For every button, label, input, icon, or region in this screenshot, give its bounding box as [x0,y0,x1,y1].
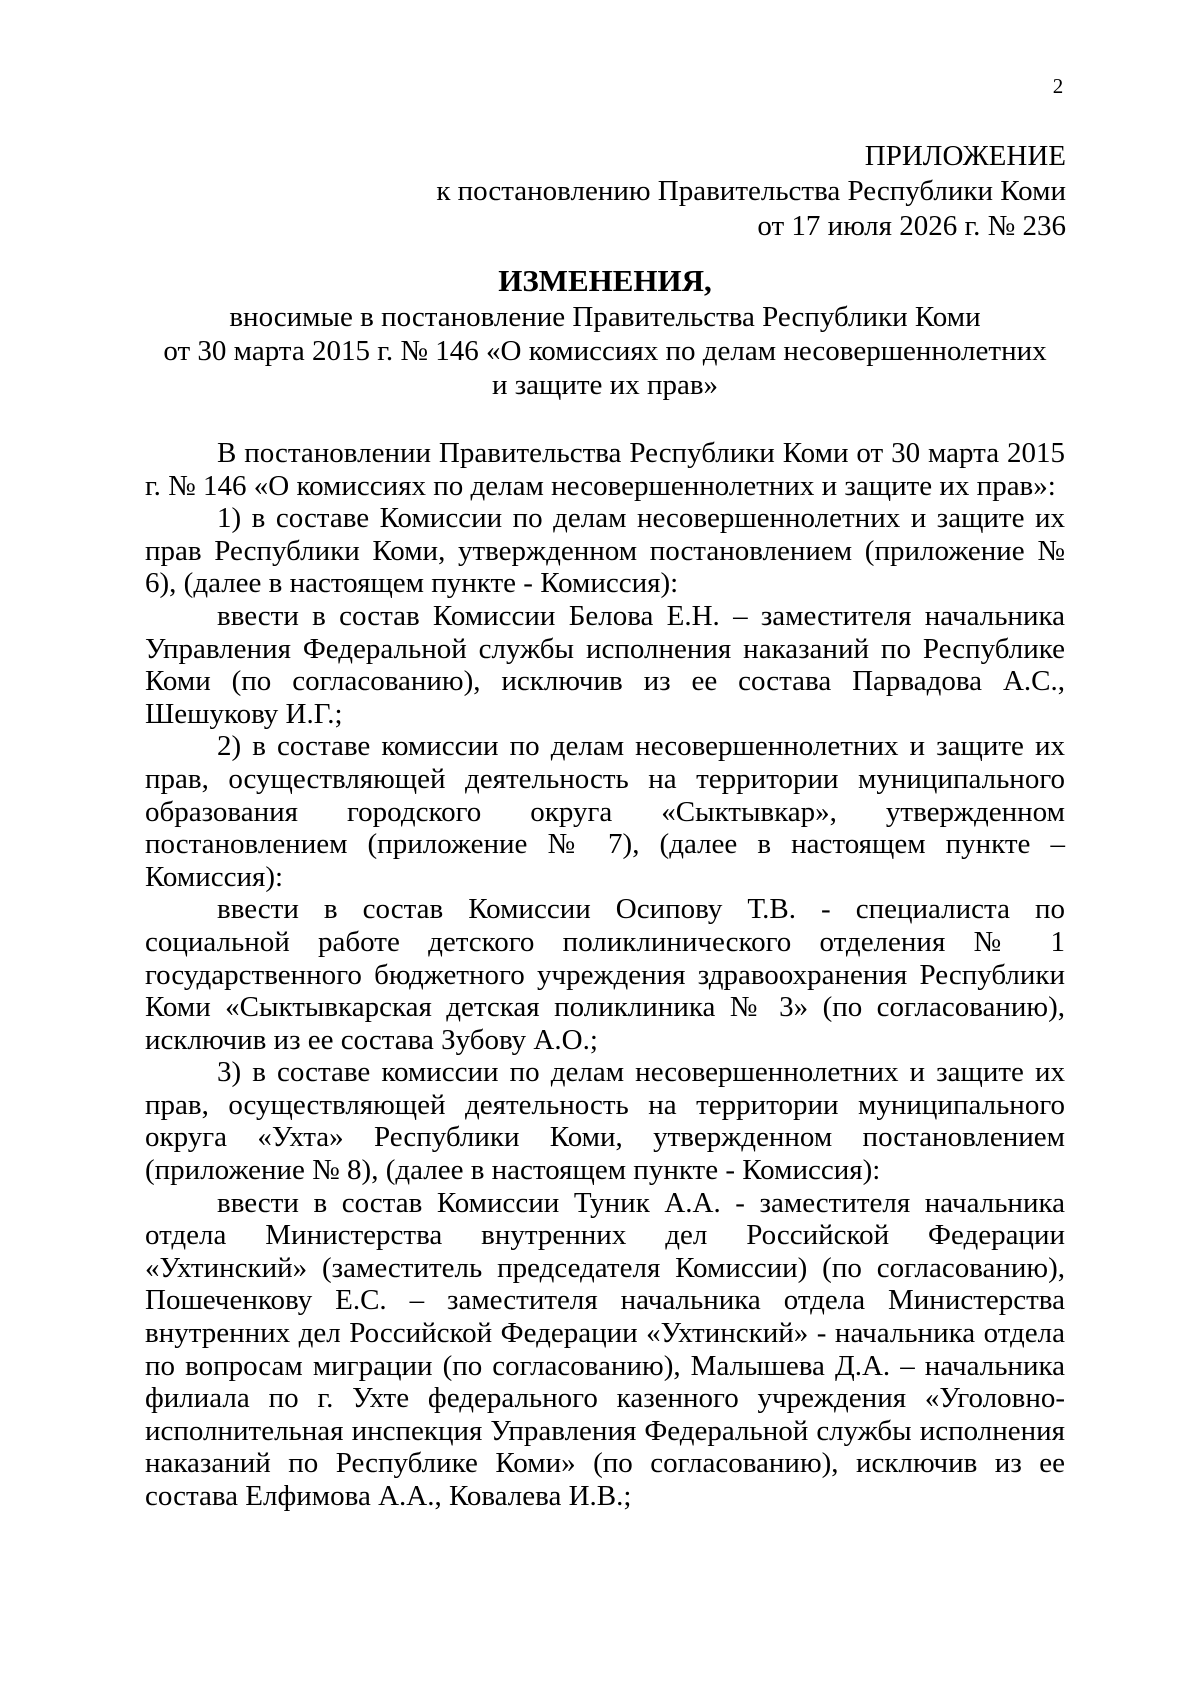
heading-line-2: от 30 марта 2015 г. № 146 «О комиссиях по делам несовершеннолетних [163,335,1047,367]
paragraph-item-1-change: ввести в состав Комиссии Белова Е.Н. – заместителя начальника Управления Федеральной службы исполнения наказаний по Республике Коми (по согласованию), исключив из ее состава Парвадова А.С., Шешукову И.Г.; [145,599,1065,730]
appendix-block [436,139,1066,244]
document-title: ИЗМЕНЕНИЯ, [498,263,712,298]
heading-line-1: вносимые в постановление Правительства Республики Коми [229,301,981,333]
paragraph-item-2-change: ввести в состав Комиссии Осипову Т.В. - специалиста по социальной работе детского поликлинического отделения № 1 государственного бюджетного учреждения здравоохранения Республики Коми «Сыктывкарская детская поликлиника № 3» (по согласованию), исключив из ее состава Зубову А.О.; [145,893,1065,1056]
document-heading [145,263,1065,402]
paragraph-item-3: 3) в составе комиссии по делам несовершеннолетних и защите их прав, осуществляющей деятельность на территории муниципального округа «Ухта» Республики Коми, утвержденном постановлением (приложение № 8), (далее в настоящем пункте - Комиссия): [145,1056,1065,1187]
document-body [145,437,1065,1513]
appendix-line-1: к постановлению Правительства Республики Коми [436,175,1066,207]
paragraph-intro: В постановлении Правительства Республики Коми от 30 марта 2015 г. № 146 «О комиссиях по делам несовершеннолетних и защите их прав»: [145,437,1065,502]
paragraph-item-3-change: ввести в состав Комиссии Туник А.А. - заместителя начальника отдела Министерства внутренних дел Российской Федерации «Ухтинский» (заместитель председателя Комиссии) (по согласованию), Пошеченкову Е.С. – заместителя начальника отдела Министерства внутренних дел Российской Федерации «Ухтинский» - начальника отдела по вопросам миграции (по согласованию), Малышева Д.А. – начальника филиала по г. Ухте федерального казенного учреждения «Уголовно-исполнительная инспекция Управления Федеральной службы исполнения наказаний по Республике Коми» (по согласованию), исключив из ее состава Елфимова А.А., Ковалева И.В.; [145,1186,1065,1512]
heading-line-3: и защите их прав» [491,369,719,401]
paragraph-item-2: 2) в составе комиссии по делам несовершеннолетних и защите их прав, осуществляющей деятельность на территории муниципального образования городского округа «Сыктывкар», утвержденном постановлением (приложение № 7), (далее в настоящем пункте – Комиссия): [145,730,1065,893]
appendix-line-2: от 17 июля 2026 г. № 236 [757,210,1066,242]
appendix-title: ПРИЛОЖЕНИЕ [864,140,1066,172]
page-number: 2 [1052,74,1064,98]
paragraph-item-1: 1) в составе Комиссии по делам несовершеннолетних и защите их прав Республики Коми, утвержденном постановлением (приложение № 6), (далее в настоящем пункте - Комиссия): [145,502,1065,600]
